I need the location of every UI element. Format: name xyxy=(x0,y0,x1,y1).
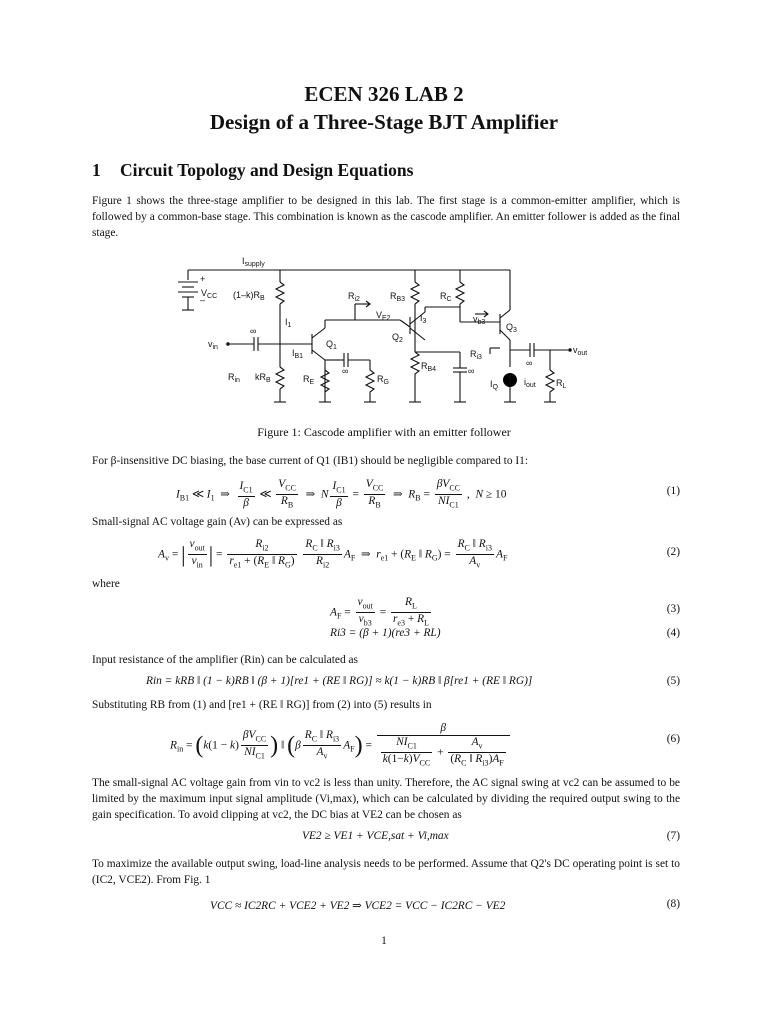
equation-4: Ri3 = (β + 1)(re3 + RL) xyxy=(330,627,441,639)
vcc-minus-label: – xyxy=(200,295,206,305)
swing-paragraph: The small-signal AC voltage gain from vin to vc2 is less than unity. Therefore, the AC signal swing at vc2 can be assumed to be limited by the maximum input signal amplitude (Vi,max), which can be calculated by dividing the required output swing to the gain specification. To avoid clipping at vc2, the DC bias at VE2 can be chosen as xyxy=(92,777,680,821)
ri2-label: $R_{i2}$ xyxy=(348,291,360,303)
rg-label: $R_G$ xyxy=(377,374,389,386)
rb3-label: $R_{B3}$ xyxy=(390,291,406,303)
isupply-label: $I_{supply}$ xyxy=(242,256,265,268)
rin-paragraph: Input resistance of the amplifier (Rin) can be calculated as xyxy=(92,654,358,666)
rin-label: $R_{in}$ xyxy=(228,372,240,384)
q3-label: $Q_3$ xyxy=(506,322,517,334)
equation-6: $R_{in} = (k(1 - k)$ $\frac{\beta V_{CC}}{NI_{C1}}$ ) ‖ (β $\frac{R_C ‖ R_{i3}}{A_v}$ $A_F$) = β $\frac{NI_{C1}}{k(1-k)V_{CC}}$ + $\frac{A_v}{(R_C ‖ R_{i3})A_F}$ xyxy=(170,722,512,770)
vcc-plus-label: + xyxy=(200,274,206,284)
one-minus-k-rb-label: $(1-k)R_B$ xyxy=(233,290,265,302)
loadline-paragraph: To maximize the available output swing, load-line analysis needs to be performed. Assume that Q2's DC operating point is set to (IC2, VCE2). From Fig. 1 xyxy=(92,858,680,886)
q1-label: $Q_1$ xyxy=(326,339,337,351)
page-number: 1 xyxy=(381,935,387,947)
ib1-label: $I_{B1}$ xyxy=(292,348,304,360)
inf-cap1-label: ∞ xyxy=(250,326,257,336)
cascode-circuit-figure xyxy=(170,252,610,417)
vin-label: $v_{in}$ xyxy=(208,339,218,351)
equation-1-number: (1) xyxy=(666,485,680,497)
equation-8-number: (8) xyxy=(666,898,680,910)
ve2-label: $V_{E2}$ xyxy=(376,310,391,322)
section-title: Circuit Topology and Design Equations xyxy=(120,160,414,180)
equation-5-number: (5) xyxy=(666,675,680,687)
where-text: where xyxy=(92,578,120,590)
i1-label: $I_1$ xyxy=(285,317,292,329)
re-label: $R_E$ xyxy=(303,374,315,386)
section-heading xyxy=(92,160,413,181)
iq-label: $I_Q$ xyxy=(490,379,498,391)
equation-6-number: (6) xyxy=(666,733,680,745)
dc-bias-paragraph: For β-insensitive DC biasing, the base current of Q1 (IB1) should be negligible compared to I1: xyxy=(92,455,529,467)
inf-cap2-label: ∞ xyxy=(342,366,349,376)
section-number: 1 xyxy=(92,160,101,180)
equation-3: $A_F$ = $\frac{v_{out}}{v_{b3}}$ = $\frac{R_L}{r_{e3} + R_L}$ xyxy=(330,596,429,628)
rc-label: $R_C$ xyxy=(440,291,452,303)
figure-caption: Figure 1: Cascode amplifier with an emitter follower xyxy=(257,425,511,439)
equation-1: $I_{B1}$ ≪ $I_1$ ⇒ $\frac{I_{C1}}{\beta}$ ≪ $\frac{V_{CC}}{R_B}$ ⇒ N $\frac{I_{C1}}{\beta}$ = $\frac{V_{CC}}{R_B}$ ⇒ $R_B$ = $\frac{\beta V_{CC}}{NI_{C1}}$ , N ≥ 10 xyxy=(176,478,507,510)
equation-2: $A_v$ = | $\frac{v_{out}}{v_{in}}$ | = $\frac{R_{i2}}{r_{e1} + (R_E ‖ R_G)}$ $\frac{R_C ‖ R_{i3}}{R_{i2}}$ $A_F$ ⇒ $r_{e1} + (R_E$ ‖ $R_G$) = $\frac{R_C ‖ R_{i3}}{A_v}$ $A_F$ xyxy=(158,538,508,570)
rl-label: $R_L$ xyxy=(556,378,567,390)
vcc-label: $V_{CC}$ xyxy=(201,288,218,300)
intro-paragraph: Figure 1 shows the three-stage amplifier to be designed in this lab. The first stage is a common-emitter amplifier, which is followed by a common-base stage. This combination is known as the cascode amplifier. An emitter follower is added as the final stage. xyxy=(92,195,680,239)
equation-3-number: (3) xyxy=(666,603,680,615)
equation-4-number: (4) xyxy=(666,627,680,639)
gain-paragraph: Small-signal AC voltage gain (Av) can be expressed as xyxy=(92,516,343,528)
q2-label: $Q_2$ xyxy=(392,332,403,344)
ri3-label: $R_{i3}$ xyxy=(470,349,482,361)
iout-label: $i_{out}$ xyxy=(524,377,536,389)
equation-5: Rin = kRB ‖ (1 − k)RB ‖ (β + 1)[re1 + (RE ‖ RG)] ≈ k(1 − k)RB ‖ β[re1 + (RE ‖ RG)] xyxy=(146,675,533,687)
equation-8: VCC ≈ IC2RC + VCE2 + VE2 ⇒ VCE2 = VCC − IC2RC − VE2 xyxy=(210,900,506,912)
equation-7-number: (7) xyxy=(666,830,680,842)
document-title-line1: ECEN 326 LAB 2 xyxy=(304,82,464,106)
krb-label: $kR_B$ xyxy=(255,372,271,384)
inf-cap3-label: ∞ xyxy=(468,366,475,376)
substitution-paragraph: Substituting RB from (1) and [re1 + (RE ‖ RG)] from (2) into (5) results in xyxy=(92,699,432,711)
i3-label: $I_3$ xyxy=(420,313,427,325)
vb3-label: $v_{b3}$ xyxy=(473,314,486,326)
rb4-label: $R_{B4}$ xyxy=(421,361,437,373)
document-title-line2: Design of a Three-Stage BJT Amplifier xyxy=(209,110,559,134)
vout-label: $v_{out}$ xyxy=(573,345,588,357)
inf-cap4-label: ∞ xyxy=(526,358,533,368)
equation-7: VE2 ≥ VE1 + VCE,sat + Vi,max xyxy=(302,830,449,842)
equation-2-number: (2) xyxy=(666,546,680,558)
